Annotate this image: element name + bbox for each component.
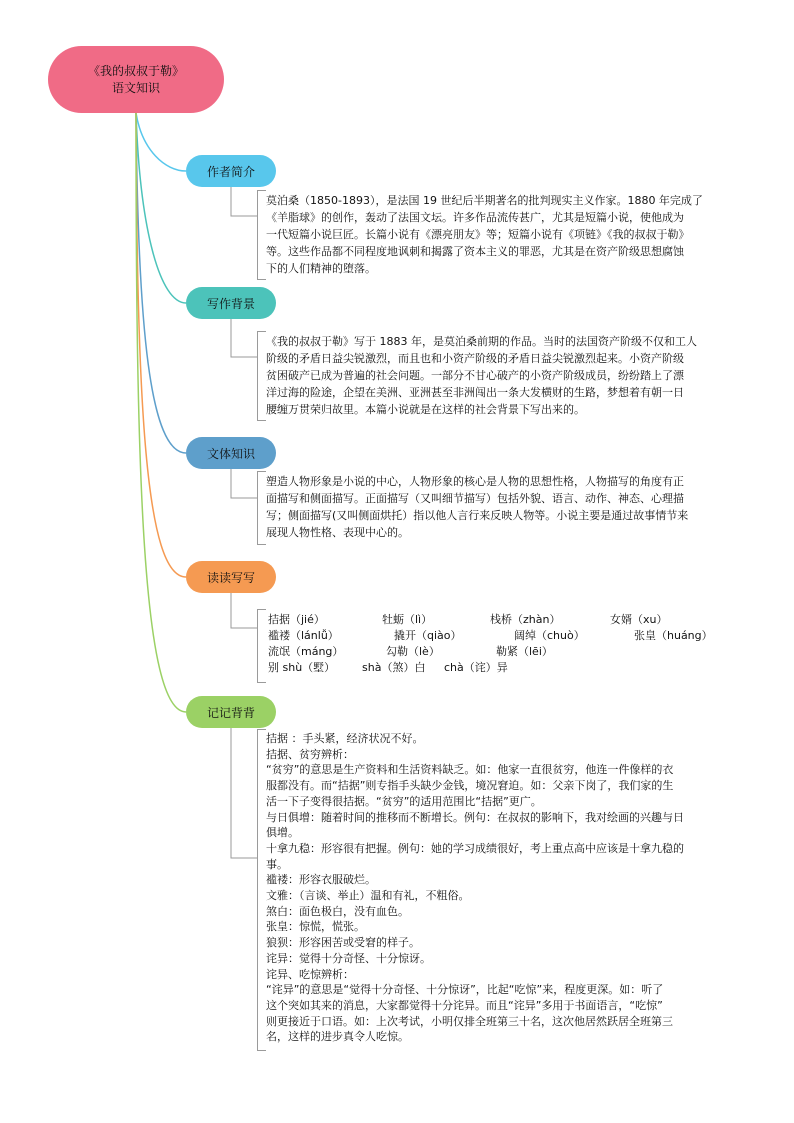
connector-reading [136,113,186,577]
node-writing-background[interactable] [186,287,276,319]
text-memorize [266,731,684,1045]
bracket-memorize [257,729,266,1051]
text-line: 褴褛：形容衣服破烂。 [266,873,376,887]
text-line: “贫穷”的意思是生产资料和生活资料缺乏。如：他家一直很贫穷，他连一件像样的衣 [266,763,674,777]
stub-background [231,319,258,357]
vocab-word: shà（煞）白 [362,661,426,674]
text-line: 下的人们精神的堕落。 [266,262,376,275]
node-genre-knowledge-label: 文体知识 [206,446,255,461]
text-line: 莫泊桑（1850-1893），是法国 19 世纪后半期著名的批判现实主义作家。1880 年完成了 [266,194,703,207]
text-genre-knowledge [266,473,688,541]
bracket-reading [257,609,266,683]
text-line: 腰缠万贯荣归故里。本篇小说就是在这样的社会背景下写出来的。 [266,403,585,416]
vocab-word: 张皇（huáng） [634,629,713,642]
text-line: 拮据 ：手头紧，经济状况不好。 [266,732,424,745]
vocab-word: 流氓（máng） [268,645,344,658]
text-line: 贫困破产已成为普遍的社会问题。一部分不甘心破产的小资产阶级成员，纷纷踏上了漂 [266,369,684,382]
stub-author [231,187,258,216]
vocab-word: 女婿（xu） [610,613,668,626]
text-line: 这个突如其来的消息，大家都觉得十分诧异。而且“诧异”多用于书面语言，“吃惊” [266,998,663,1012]
node-memorize-label: 记记背背 [206,705,255,720]
bracket-author [257,190,266,280]
bracket-background [257,331,266,421]
vocab-word: 栈桥（zhàn） [490,613,561,626]
text-line: 狼狈：形容困苦或受窘的样子。 [266,936,420,950]
connector-genre [136,113,186,453]
text-line: 文雅：（言谈、举止）温和有礼，不粗俗。 [266,889,470,903]
text-line: 写；侧面描写(又叫侧面烘托）指以他人言行来反映人物等。小说主要是通过故事情节来 [266,509,689,522]
vocab-word: 勒紧（lēi） [496,645,553,658]
vocab-word: 撬开（qiào） [394,629,462,642]
node-memorize[interactable] [186,696,276,728]
bracket-genre [257,471,266,545]
connector-author [136,113,186,171]
text-line: 《我的叔叔于勒》写于 1883 年，是莫泊桑前期的作品。当时的法国资产阶级不仅和工人 [266,335,697,348]
node-genre-knowledge[interactable] [186,437,276,469]
text-line: 《羊脂球》的创作，轰动了法国文坛。许多作品流传甚广，尤其是短篇小说，使他成为 [266,211,684,224]
text-line: 洋过海的险途，企望在美洲、亚洲甚至非洲闯出一条大发横财的生路，梦想着有朝一日 [266,386,684,399]
text-line: 阶级的矛盾日益尖锐激烈，而且也和小资产阶级的矛盾日益尖锐激烈起来。小资产阶级 [266,352,684,365]
text-line: 事。 [266,857,288,871]
vocabulary-grid [268,611,748,681]
text-line: 面描写和侧面描写。正面描写（又叫细节描写）包括外貌、语言、动作、神态、心理描 [266,492,684,505]
root-subtitle: 语文知识 [111,80,160,95]
text-line: 一代短篇小说巨匠。长篇小说有《漂亮朋友》等；短篇小说有《项链》《我的叔叔于勒》 [266,228,690,241]
text-line: 诧异、吃惊辨析： [266,967,354,981]
node-author-intro-label: 作者简介 [206,164,255,179]
stub-memorize [231,728,258,858]
node-writing-background-label: 写作背景 [206,296,255,311]
vocab-word: 拮据（jié） [268,613,325,626]
text-line: 服都没有。而“拮据”则专指手头缺少金钱，境况窘迫。如：父亲下岗了，我们家的生 [266,779,674,793]
vocab-word: 阔绰（chuò） [514,629,585,642]
text-line: 则更接近于口语。如：上次考试，小明仅排全班第三十名，这次他居然跃居全班第三 [266,1014,673,1028]
text-line: “诧异”的意思是“觉得十分奇怪、十分惊讶”，比起“吃惊”来，程度更深。如：听了 [266,983,664,997]
root-node[interactable] [48,46,224,113]
node-read-and-write[interactable] [186,561,276,593]
vocab-word: 勾勒（lè） [386,645,440,658]
text-line: 名，这样的进步真令人吃惊。 [266,1030,409,1044]
text-author-intro [266,192,703,277]
text-line: 展现人物性格、表现中心的。 [266,526,409,539]
text-line: 塑造人物形象是小说的中心，人物形象的核心是人物的思想性格，人物描写的角度有正 [266,475,684,488]
vocab-word: 褴褛（lánlǚ） [268,629,339,642]
vocab-word: chà（诧）异 [444,661,508,674]
text-writing-background [266,333,697,418]
text-line: 十拿九稳：形容很有把握。例句：她的学习成绩很好，考上重点高中应该是十拿九稳的 [266,841,684,855]
text-line: 诧异：觉得十分奇怪、十分惊讶。 [266,951,431,965]
text-line: 活一下子变得很拮据。“贫穷”的适用范围比“拮据”更广。 [266,794,542,808]
text-line: 等。这些作品都不同程度地讽刺和揭露了资本主义的罪恶，尤其是在资产阶级思想腐蚀 [266,245,684,258]
text-line: 张皇：惊慌，慌张。 [266,920,365,934]
vocab-word: 别 shù（墅） [268,661,336,674]
node-read-and-write-label: 读读写写 [206,570,255,585]
stub-genre [231,469,258,498]
stub-reading [231,593,258,628]
connector-background [136,113,186,303]
text-line: 煞白：面色极白，没有血色。 [266,904,409,918]
vocab-word: 牡蛎（lì） [382,613,433,626]
text-line: 俱增。 [266,826,299,840]
text-line: 拮据、贫穷辨析： [266,747,354,761]
root-title: 《我的叔叔于勒》 [87,63,184,78]
text-line: 与日俱增：随着时间的推移而不断增长。例句：在叔叔的影响下，我对绘画的兴趣与日 [266,810,684,824]
node-author-intro[interactable] [186,155,276,187]
